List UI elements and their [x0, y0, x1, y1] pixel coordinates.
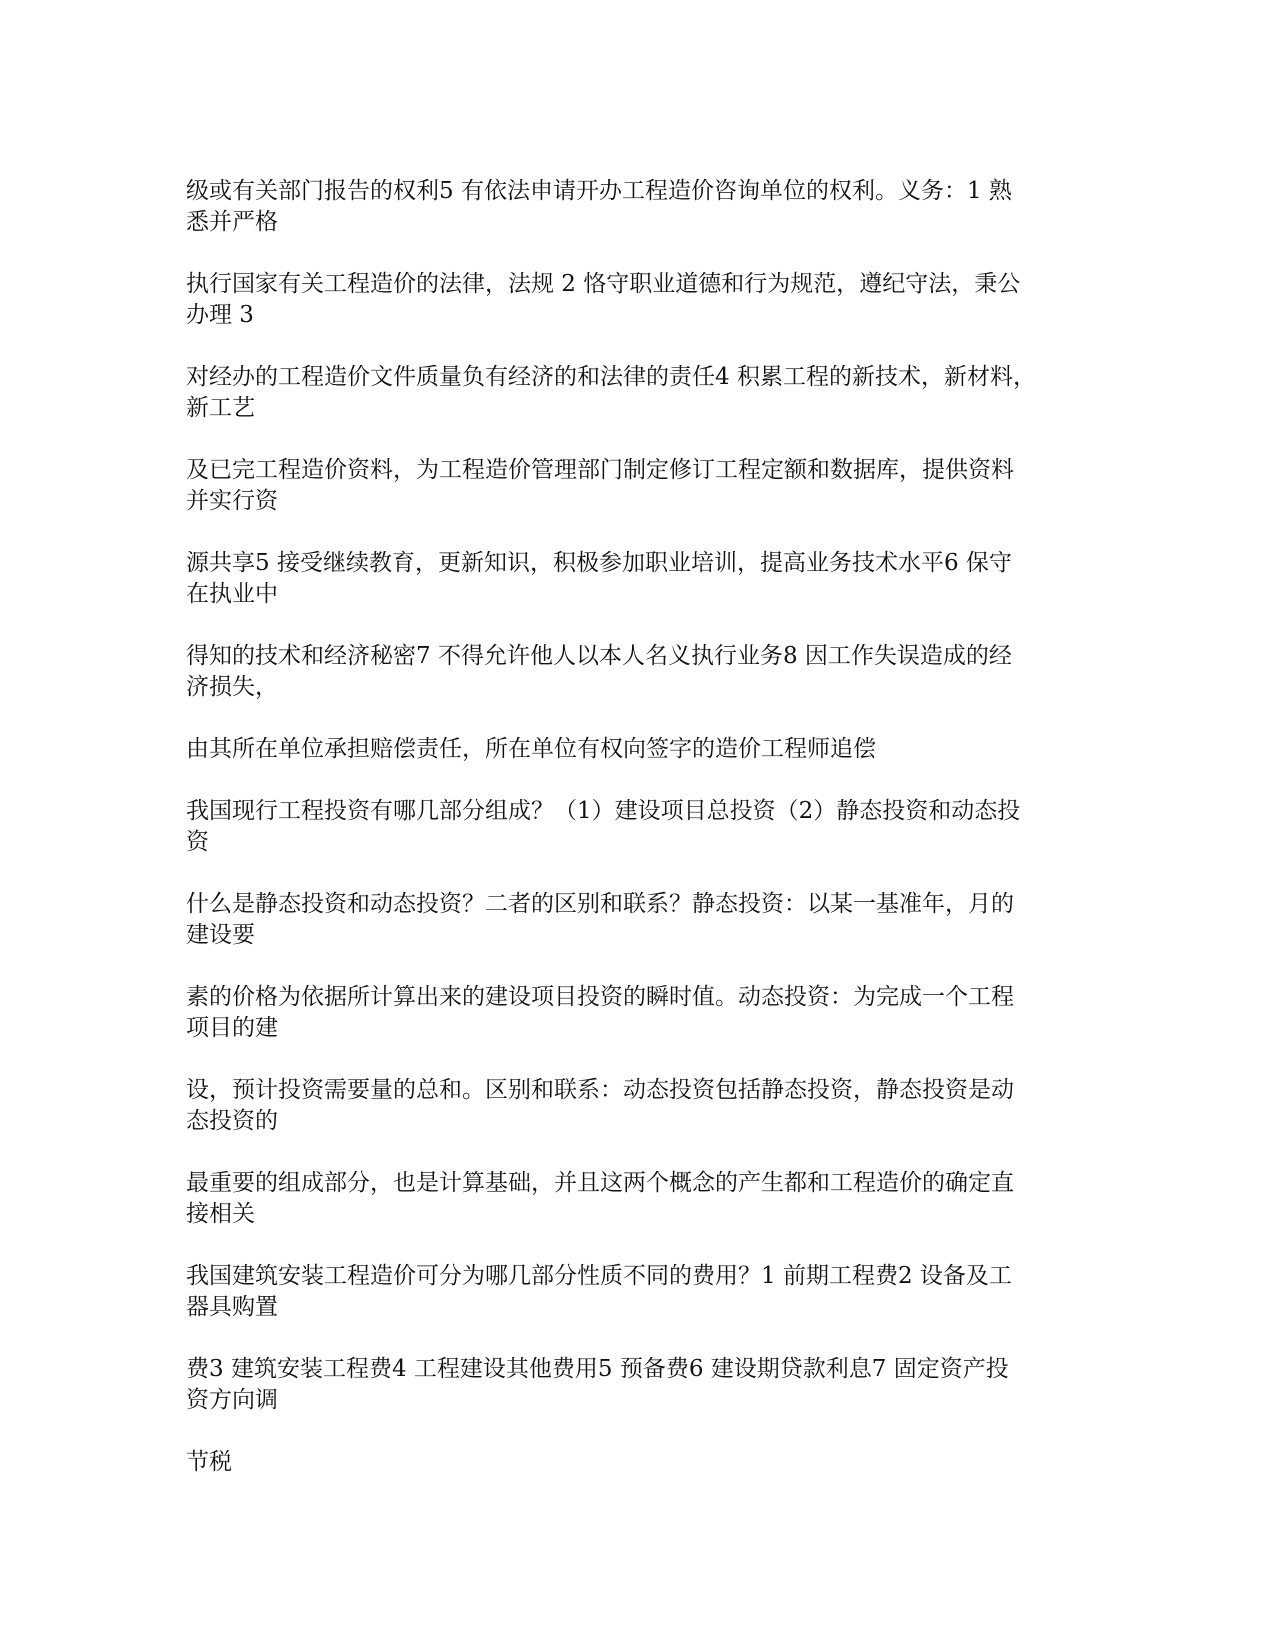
text-line: 节税 [186, 1449, 232, 1475]
text-line: 我国建筑安装工程造价可分为哪几部分性质不同的费用？1 前期工程费2 设备及工 [186, 1263, 1012, 1289]
text-line: 我国现行工程投资有哪几部分组成？（1）建设项目总投资（2）静态投资和动态投 [186, 798, 1021, 824]
paragraph [186, 641, 1091, 703]
paragraph [186, 982, 1091, 1044]
paragraph [186, 176, 1091, 238]
text-line: 级或有关部门报告的权利5 有依法申请开办工程造价咨询单位的权利。义务：1 熟 [186, 178, 1012, 204]
text-line: 由其所在单位承担赔偿责任，所在单位有权向签字的造价工程师追偿 [186, 736, 876, 762]
paragraph [186, 1447, 1091, 1478]
text-line: 对经办的工程造价文件质量负有经济的和法律的责任4 积累工程的新技术，新材料， [186, 364, 1036, 390]
text-line: 建设要 [186, 922, 255, 948]
paragraph [186, 455, 1091, 517]
text-line: 及已完工程造价资料，为工程造价管理部门制定修订工程定额和数据库，提供资料 [186, 457, 1014, 483]
text-line: 资方向调 [186, 1387, 278, 1413]
paragraph [186, 734, 1091, 765]
paragraph [186, 269, 1091, 331]
text-line: 在执业中 [186, 581, 278, 607]
text-line: 费3 建筑安装工程费4 工程建设其他费用5 预备费6 建设期贷款利息7 固定资产投 [186, 1356, 1009, 1382]
paragraph [186, 362, 1091, 424]
text-line: 悉并严格 [186, 209, 278, 235]
text-line: 接相关 [186, 1201, 255, 1227]
paragraph [186, 1354, 1091, 1416]
text-line: 项目的建 [186, 1015, 278, 1041]
text-line: 新工艺 [186, 395, 255, 421]
paragraph [186, 1261, 1091, 1323]
text-line: 态投资的 [186, 1108, 278, 1134]
document-body [186, 176, 1091, 1509]
paragraph [186, 1168, 1091, 1230]
text-line: 源共享5 接受继续教育，更新知识，积极参加职业培训，提高业务技术水平6 保守 [186, 550, 1012, 576]
text-line: 最重要的组成部分，也是计算基础，并且这两个概念的产生都和工程造价的确定直 [186, 1170, 1014, 1196]
text-line: 办理 3 [186, 302, 254, 328]
text-line: 设，预计投资需要量的总和。区别和联系：动态投资包括静态投资，静态投资是动 [186, 1077, 1014, 1103]
text-line: 济损失， [186, 674, 278, 700]
paragraph [186, 548, 1091, 610]
text-line: 资 [186, 829, 209, 855]
paragraph [186, 796, 1091, 858]
text-line: 并实行资 [186, 488, 278, 514]
text-line: 什么是静态投资和动态投资？二者的区别和联系？静态投资：以某一基准年，月的 [186, 891, 1014, 917]
text-line: 执行国家有关工程造价的法律，法规 2 恪守职业道德和行为规范，遵纪守法，秉公 [186, 271, 1021, 297]
text-line: 得知的技术和经济秘密7 不得允许他人以本人名义执行业务8 因工作失误造成的经 [186, 643, 1012, 669]
text-line: 素的价格为依据所计算出来的建设项目投资的瞬时值。动态投资：为完成一个工程 [186, 984, 1014, 1010]
paragraph [186, 889, 1091, 951]
text-line: 器具购置 [186, 1294, 278, 1320]
paragraph [186, 1075, 1091, 1137]
